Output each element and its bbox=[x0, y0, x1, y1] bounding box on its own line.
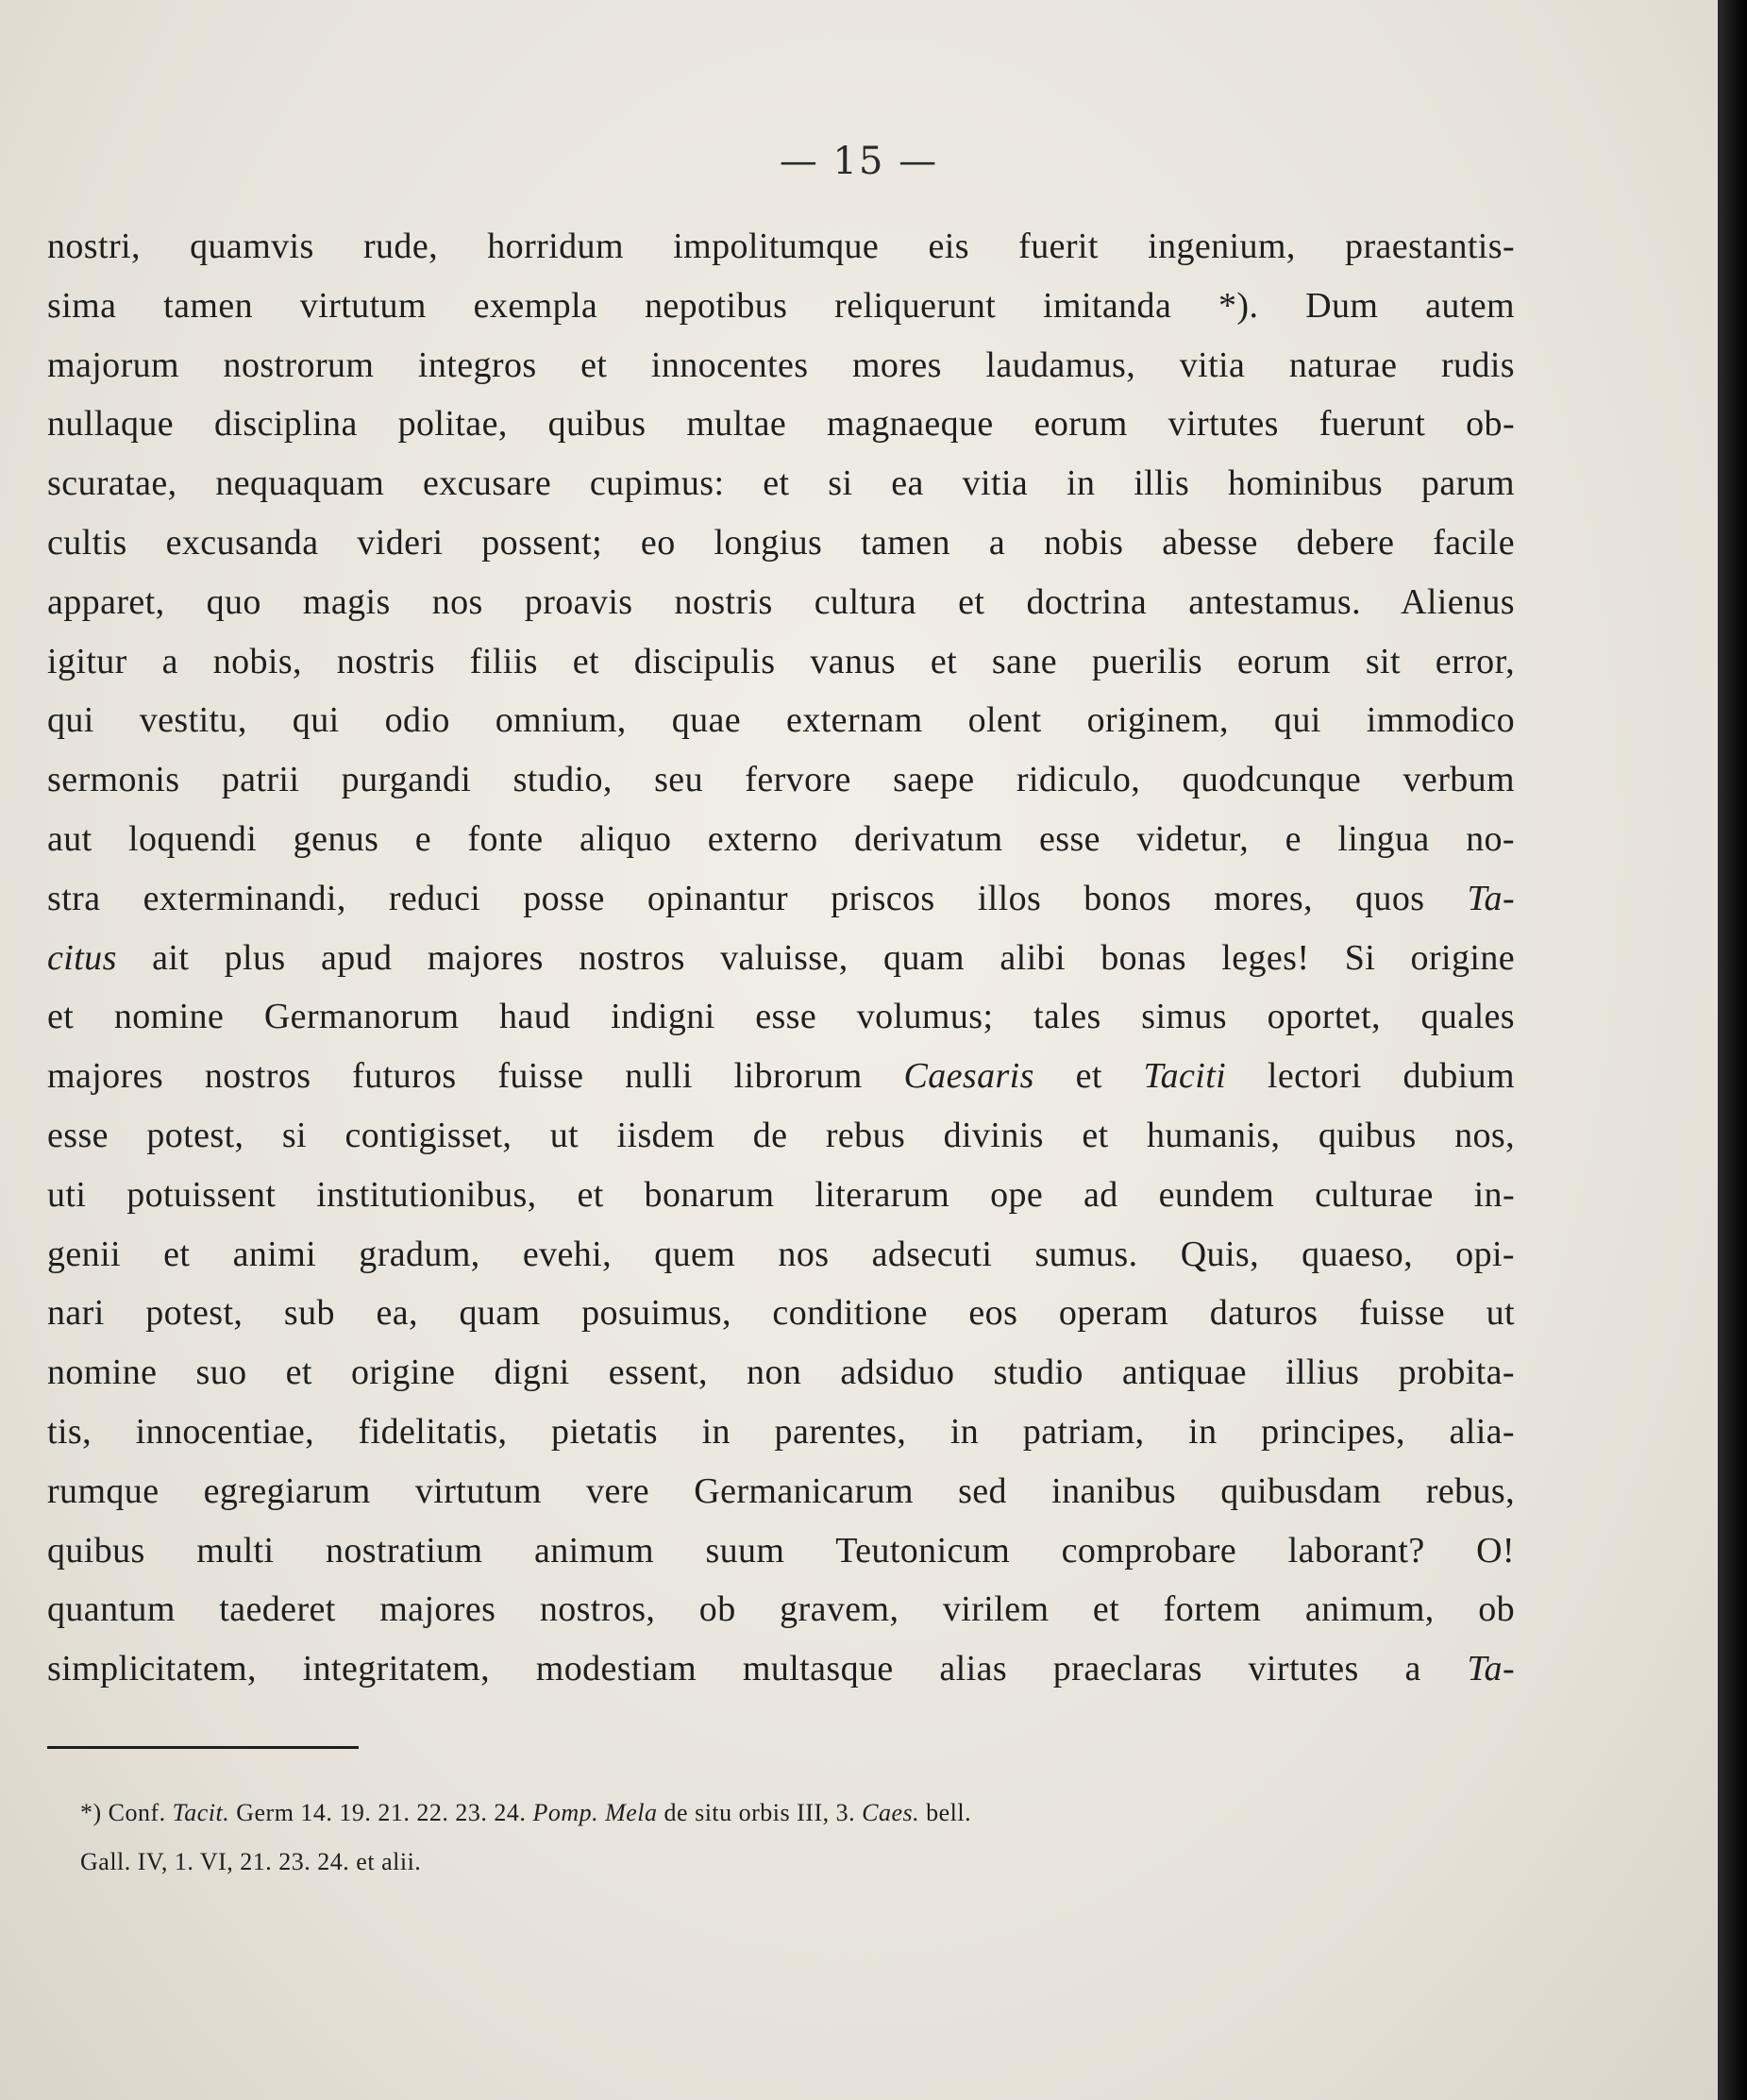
text-line: nomine suo et origine digni essent, non adsiduo studio antiquae illius probita- bbox=[47, 1352, 1515, 1393]
text-line: nostri, quamvis rude, horridum impolitumque eis fuerit ingenium, praestantis- bbox=[47, 227, 1515, 266]
footnote-italic: Pomp. Mela bbox=[532, 1799, 658, 1826]
text-line: scuratae, nequaquam excusare cupimus: et si ea vitia in illis hominibus parum bbox=[47, 463, 1515, 504]
text-line: nullaque disciplina politae, quibus multae magnaeque eorum virtutes fuerunt ob- bbox=[47, 404, 1515, 445]
text-line: qui vestitu, qui odio omnium, quae externam olent originem, qui immodico bbox=[47, 700, 1515, 741]
footnote bbox=[80, 1789, 1496, 1887]
footnote-text: Conf. bbox=[108, 1799, 166, 1826]
footnote-text: Germ 14. 19. 21. 22. 23. 24. bbox=[236, 1799, 527, 1826]
footnote-italic: Caes. bbox=[862, 1799, 920, 1826]
text-line: et nomine Germanorum haud indigni esse volumus; tales simus oportet, quales bbox=[47, 997, 1515, 1037]
footnote-italic: Tacit. bbox=[172, 1799, 230, 1826]
scan-edge bbox=[1718, 0, 1747, 2100]
text-line: tis, innocentiae, fidelitatis, pietatis in parentes, in patriam, in principes, alia- bbox=[47, 1411, 1515, 1452]
footnote-text: bell. bbox=[926, 1799, 972, 1826]
text-line: igitur a nobis, nostris filiis et discipulis vanus et sane puerilis eorum sit error, bbox=[47, 641, 1515, 681]
footnote-text: de situ orbis III, 3. bbox=[664, 1799, 856, 1826]
footnote-line-1 bbox=[80, 1789, 1496, 1838]
text-line: quibus multi nostratium animum suum Teutonicum comprobare laborant? O! bbox=[47, 1530, 1515, 1571]
footnote-marker: *) bbox=[80, 1799, 102, 1826]
text-line: sima tamen virtutum exempla nepotibus reliquerunt imitanda *). Dum autem bbox=[47, 285, 1515, 326]
text-line: sermonis patrii purgandi studio, seu fervore saepe ridiculo, quodcunque verbum bbox=[47, 760, 1515, 800]
text-line: aut loquendi genus e fonte aliquo externo derivatum esse videtur, e lingua no- bbox=[47, 818, 1515, 859]
text-line: stra exterminandi, reduci posse opinantur priscos illos bonos mores, quos Ta- bbox=[47, 878, 1515, 918]
text-line: quantum taederet majores nostros, ob gravem, virilem et fortem animum, ob bbox=[47, 1589, 1515, 1630]
text-line: cultis excusanda videri possent; eo longius tamen a nobis abesse debere facile bbox=[47, 522, 1515, 563]
text-line: majorum nostrorum integros et innocentes mores laudamus, vitia naturae rudis bbox=[47, 344, 1515, 385]
text-line: rumque egregiarum virtutum vere Germanicarum sed inanibus quibusdam rebus, bbox=[47, 1470, 1515, 1511]
body-text bbox=[47, 217, 1515, 1699]
text-line: nari potest, sub ea, quam posuimus, conditione eos operam daturos fuisse ut bbox=[47, 1293, 1515, 1334]
footnote-rule bbox=[47, 1746, 359, 1749]
page-number: — 15 — bbox=[779, 140, 939, 183]
text-line: genii et animi gradum, evehi, quem nos adsecuti sumus. Quis, quaeso, opi- bbox=[47, 1234, 1515, 1274]
text-line: simplicitatem, integritatem, modestiam multasque alias praeclaras virtutes a Ta- bbox=[47, 1649, 1515, 1689]
text-line: apparet, quo magis nos proavis nostris cultura et doctrina antestamus. Alienus bbox=[47, 581, 1515, 622]
text-line: esse potest, si contigisset, ut iisdem de rebus divinis et humanis, quibus nos, bbox=[47, 1115, 1515, 1155]
text-line: citus ait plus apud majores nostros valuisse, quam alibi bonas leges! Si origine bbox=[47, 937, 1515, 978]
text-line: uti potuissent institutionibus, et bonarum literarum ope ad eundem culturae in- bbox=[47, 1174, 1515, 1215]
text-line: majores nostros futuros fuisse nulli librorum Caesaris et Taciti lectori dubium bbox=[47, 1056, 1515, 1097]
footnote-line-2: Gall. IV, 1. VI, 21. 23. 24. et alii. bbox=[80, 1848, 422, 1875]
